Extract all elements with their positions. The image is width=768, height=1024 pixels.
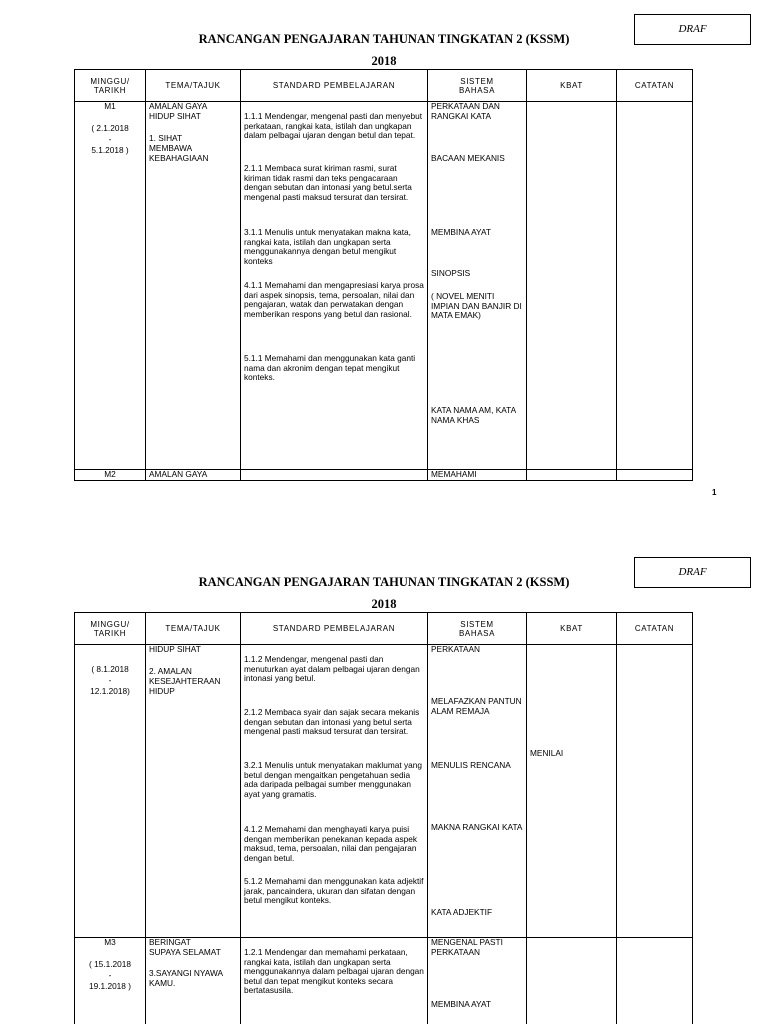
catatan-cell <box>617 470 693 481</box>
tema-line: HIDUP SIHAT <box>149 111 201 121</box>
tajuk-line: KAMU. <box>149 978 176 988</box>
sistem-item: MENGENAL PASTI PERKATAAN <box>431 937 503 957</box>
table-header-row <box>75 613 693 645</box>
sistem-item: ( NOVEL MENITI IMPIAN DAN BANJIR DI MATA EMAK) <box>431 291 522 320</box>
page-year: 2018 <box>371 54 397 68</box>
standard-item: 2.1.1 Membaca surat kiriman rasmi, surat kiriman tidak rasmi dan teks pengacaraan dengan sebutan dan intonasi yang betul.serta mengenal pasti maksud tersurat dan tersirat. <box>244 163 412 202</box>
header-minggu-tarikh: MINGGU/ TARIKH <box>75 613 146 645</box>
sistem-item: MELAFAZKAN PANTUN ALAM REMAJA <box>431 696 522 716</box>
page-title: RANCANGAN PENGAJARAN TAHUNAN TINGKATAN 2 (KSSM) <box>198 575 570 589</box>
page-year: 2018 <box>371 597 397 611</box>
table-row <box>75 470 693 481</box>
tarikh-end: 12.1.2018) <box>90 686 130 696</box>
draft-label: DRAF <box>634 557 751 588</box>
document-page-2 <box>0 544 768 1024</box>
minggu-number: M2 <box>75 470 146 481</box>
catatan-cell <box>617 102 693 470</box>
catatan-cell <box>617 938 693 1024</box>
tema-line: HIDUP SIHAT <box>149 644 201 654</box>
header-kbat: KBAT <box>527 613 617 645</box>
table-header-row <box>75 70 693 102</box>
minggu-number: M1 <box>104 101 116 111</box>
tajuk-line: MEMBAWA <box>149 143 193 153</box>
tarikh-dash: - <box>108 675 112 685</box>
header-tema-tajuk: TEMA/TAJUK <box>146 613 241 645</box>
standard-item: 3.2.1 Menulis untuk menyatakan maklumat yang betul dengan mengaitkan pengetahuan sedia ada daripada pelbagai sumber menggunakan ayat yang gramatis. <box>244 760 423 799</box>
standard-item: 2.1.2 Membaca syair dan sajak secara mekanis dengan sebutan dan intonasi yang betul serta mengenal pasti maksud tersurat dan tersirat. <box>244 707 420 736</box>
tajuk-line: 3.SAYANGI NYAWA <box>149 968 224 978</box>
tajuk-line: KEBAHAGIAAN <box>149 153 209 163</box>
standard-item: 1.2.1 Mendengar dan memahami perkataan, rangkai kata, istilah dan ungkapan serta menggunakannya dalam pelbagai ujaran dengan betul dan tepat mengikut konteks secara bertatasusila. <box>244 947 424 995</box>
sistem-item: MEMBINA AYAT <box>431 999 491 1009</box>
sistem-item: BACAAN MEKANIS <box>431 153 505 163</box>
header-sistem-bahasa: SISTEM BAHASA <box>428 613 527 645</box>
tarikh-start: ( 2.1.2018 <box>91 123 129 133</box>
sistem-item: MAKNA RANGKAI KATA <box>431 822 523 832</box>
sistem-bahasa-cell <box>428 645 527 938</box>
kbat-cell <box>527 470 617 481</box>
sistem-item: KATA NAMA AM, KATA NAMA KHAS <box>431 405 516 425</box>
header-minggu-tarikh: MINGGU/ TARIKH <box>75 70 146 102</box>
tajuk-line: KESEJAHTERAAN <box>149 676 221 686</box>
header-kbat: KBAT <box>527 70 617 102</box>
tema-line: AMALAN GAYA <box>146 470 241 481</box>
sistem-item: MEMAHAMI <box>428 470 527 481</box>
tajuk-line: HIDUP <box>149 686 175 696</box>
tema-cell <box>146 645 241 938</box>
sistem-item: MEMBINA AYAT <box>431 227 491 237</box>
kbat-cell <box>527 938 617 1024</box>
minggu-number: M3 <box>104 937 116 947</box>
standard-cell <box>241 938 428 1024</box>
tajuk-line: 2. AMALAN <box>149 666 192 676</box>
tema-cell <box>146 938 241 1024</box>
minggu-cell <box>75 645 146 938</box>
sistem-item: PERKATAAN DAN RANGKAI KATA <box>431 101 500 121</box>
lesson-plan-table <box>74 69 693 481</box>
lesson-plan-table <box>74 612 693 1024</box>
header-standard: STANDARD PEMBELAJARAN <box>241 613 428 645</box>
tema-cell <box>146 102 241 470</box>
minggu-cell <box>75 102 146 470</box>
header-catatan: CATATAN <box>617 70 693 102</box>
standard-item: 1.1.2 Mendengar, mengenal pasti dan menuturkan ayat dalam pelbagai ujaran dengan intonasi yang betul. <box>244 654 420 683</box>
standard-item: 5.1.2 Memahami dan menggunakan kata adjektif jarak, pancaindera, ukuran dan sifatan dengan betul mengikut konteks. <box>244 876 424 905</box>
sistem-bahasa-cell <box>428 102 527 470</box>
draft-label: DRAF <box>634 14 751 45</box>
tarikh-start: ( 8.1.2018 <box>91 664 129 674</box>
tarikh-end: 19.1.2018 ) <box>89 981 131 991</box>
header-catatan: CATATAN <box>617 613 693 645</box>
tarikh-dash: - <box>108 970 112 980</box>
sistem-item: MENULIS RENCANA <box>431 760 511 770</box>
sistem-item: PERKATAAN <box>431 644 481 654</box>
standard-cell <box>241 470 428 481</box>
sistem-item: KATA ADJEKTIF <box>431 907 493 917</box>
table-row <box>75 645 693 938</box>
table-row <box>75 102 693 470</box>
standard-item: 4.1.1 Memahami dan mengapresiasi karya prosa dari aspek sinopsis, tema, persoalan, nilai dan pengajaran, watak dan perwatakan dengan memberikan respons yang betul dan rasional. <box>244 280 424 319</box>
page-title: RANCANGAN PENGAJARAN TAHUNAN TINGKATAN 2 (KSSM) <box>198 32 570 46</box>
standard-item: 4.1.2 Memahami dan menghayati karya puisi dengan memberikan penekanan kepada aspek maksud, tema, persoalan, nilai dan pengajaran dengan betul. <box>244 824 417 863</box>
header-sistem-bahasa: SISTEM BAHASA <box>428 70 527 102</box>
header-standard: STANDARD PEMBELAJARAN <box>241 70 428 102</box>
catatan-cell <box>617 645 693 938</box>
tema-line: SUPAYA SELAMAT <box>149 947 221 957</box>
header-tema-tajuk: TEMA/TAJUK <box>146 70 241 102</box>
sistem-bahasa-cell <box>428 938 527 1024</box>
table-row <box>75 938 693 1024</box>
tarikh-end: 5.1.2018 ) <box>91 145 129 155</box>
minggu-cell <box>75 938 146 1024</box>
standard-item: 3.1.1 Menulis untuk menyatakan makna kata, rangkai kata, istilah dan ungkapan serta menggunakannya dengan betul mengikut konteks <box>244 227 411 266</box>
standard-item: 5.1.1 Memahami dan menggunakan kata ganti nama dan akronim dengan tepat mengikut konteks. <box>244 353 416 382</box>
tarikh-start: ( 15.1.2018 <box>89 959 131 969</box>
tema-line: AMALAN GAYA <box>149 101 208 111</box>
sistem-item: SINOPSIS <box>431 268 471 278</box>
kbat-item: MENILAI <box>530 748 564 758</box>
kbat-cell <box>527 645 617 938</box>
kbat-cell <box>527 102 617 470</box>
tema-line: BERINGAT <box>149 937 191 947</box>
page-number: 1 <box>712 488 717 497</box>
tajuk-line: 1. SIHAT <box>149 133 183 143</box>
tarikh-dash: - <box>108 134 112 144</box>
standard-cell <box>241 645 428 938</box>
standard-item: 1.1.1 Mendengar, mengenal pasti dan menyebut perkataan, rangkai kata, istilah dan ungkapan dalam pelbagai ujaran dengan betul dan tepat. <box>244 111 423 140</box>
standard-cell <box>241 102 428 470</box>
